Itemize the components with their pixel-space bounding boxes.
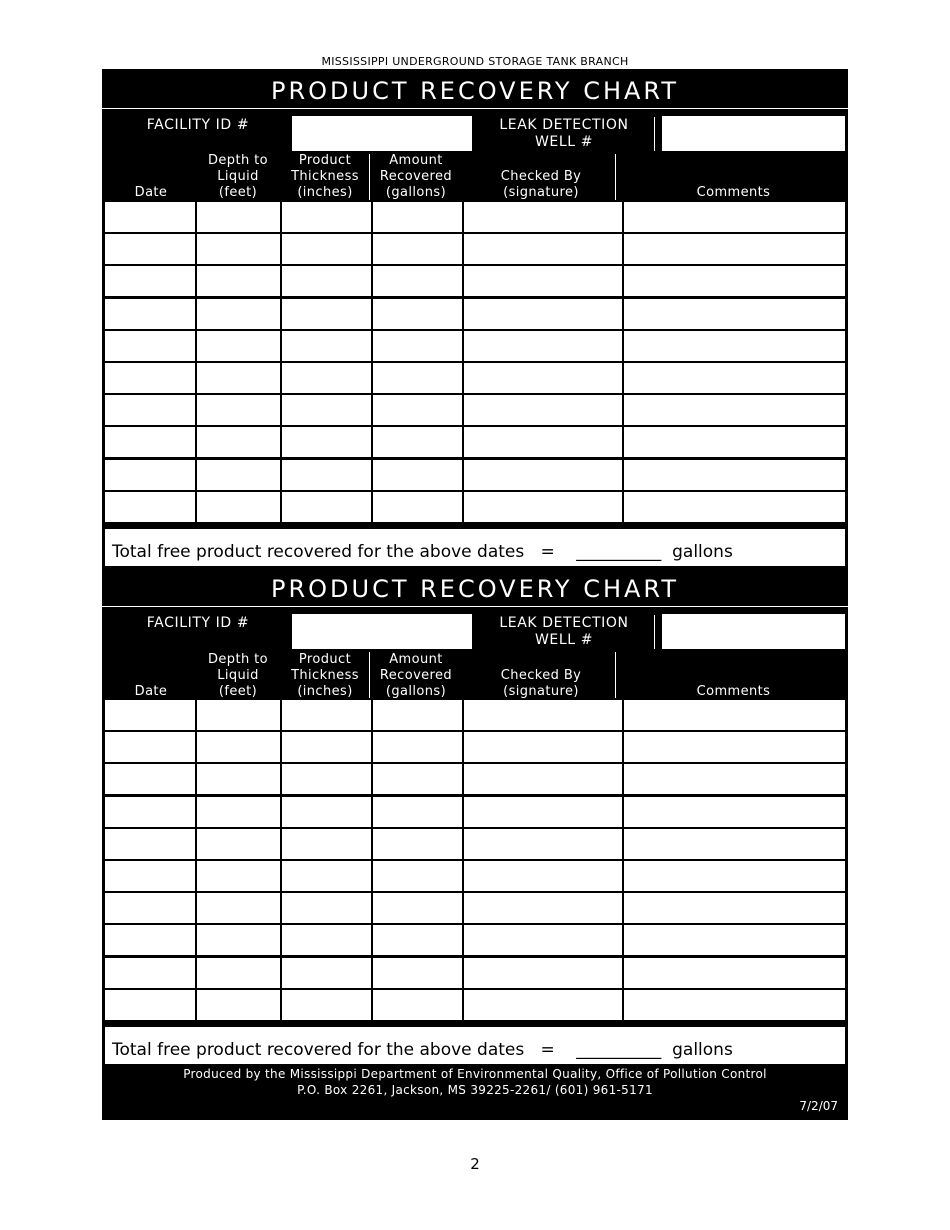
table-row bbox=[105, 861, 845, 891]
date-cell[interactable] bbox=[105, 266, 195, 296]
total-recovered-line: Total free product recovered for the above dates = __________ gallons bbox=[105, 1027, 845, 1064]
checked-by-cell[interactable] bbox=[464, 299, 622, 329]
amount-cell[interactable] bbox=[373, 492, 462, 522]
col-header-line: (signature) bbox=[503, 684, 579, 699]
facility-id-field[interactable] bbox=[292, 116, 472, 151]
date-cell[interactable] bbox=[105, 395, 195, 425]
thickness-cell[interactable] bbox=[282, 958, 371, 988]
recovery-form bbox=[102, 69, 848, 1120]
date-cell[interactable] bbox=[105, 363, 195, 393]
checked-by-cell[interactable] bbox=[464, 861, 622, 891]
amount-cell[interactable] bbox=[373, 764, 462, 794]
table-row bbox=[105, 460, 845, 490]
table-row bbox=[105, 299, 845, 329]
date-cell[interactable] bbox=[105, 460, 195, 490]
checked-by-cell[interactable] bbox=[464, 990, 622, 1020]
amount-cell[interactable] bbox=[373, 331, 462, 361]
col-header-line: (feet) bbox=[218, 684, 258, 699]
depth-cell[interactable] bbox=[197, 861, 280, 891]
amount-cell[interactable] bbox=[373, 234, 462, 264]
date-cell[interactable] bbox=[105, 700, 195, 730]
checked-by-cell[interactable] bbox=[464, 234, 622, 264]
table-row bbox=[105, 266, 845, 296]
depth-cell[interactable] bbox=[197, 925, 280, 955]
depth-cell[interactable] bbox=[197, 234, 280, 264]
thickness-cell[interactable] bbox=[282, 893, 371, 923]
date-cell[interactable] bbox=[105, 797, 195, 827]
comments-cell[interactable] bbox=[624, 299, 845, 329]
col-header-line: Liquid bbox=[217, 169, 259, 184]
divider bbox=[102, 108, 848, 109]
depth-cell[interactable] bbox=[197, 363, 280, 393]
col-header-amount bbox=[371, 153, 461, 201]
col-header-line: Depth to bbox=[208, 153, 268, 168]
checked-by-cell[interactable] bbox=[464, 395, 622, 425]
col-header-line: (gallons) bbox=[385, 684, 447, 699]
comments-cell[interactable] bbox=[624, 202, 845, 232]
col-header-date bbox=[105, 185, 197, 201]
divider bbox=[654, 117, 655, 151]
thickness-cell[interactable] bbox=[282, 732, 371, 762]
col-header-line: (inches) bbox=[297, 684, 353, 699]
page-number: 2 bbox=[470, 1155, 480, 1173]
table-row bbox=[105, 700, 845, 730]
comments-cell[interactable] bbox=[624, 700, 845, 730]
amount-cell[interactable] bbox=[373, 395, 462, 425]
date-cell[interactable] bbox=[105, 925, 195, 955]
entry-grid bbox=[105, 700, 845, 1021]
col-header-line: (gallons) bbox=[385, 185, 447, 200]
table-row bbox=[105, 797, 845, 827]
table-row bbox=[105, 925, 845, 955]
facility-id-field[interactable] bbox=[292, 614, 472, 649]
leak-detection-well-field[interactable] bbox=[662, 116, 845, 151]
thickness-cell[interactable] bbox=[282, 363, 371, 393]
col-header-comments bbox=[622, 185, 845, 201]
thickness-cell[interactable] bbox=[282, 202, 371, 232]
chart-title: PRODUCT RECOVERY CHART bbox=[270, 575, 680, 603]
table-row bbox=[105, 427, 845, 457]
checked-by-cell[interactable] bbox=[464, 427, 622, 457]
table-row bbox=[105, 395, 845, 425]
col-header-line: Depth to bbox=[208, 652, 268, 667]
amount-cell[interactable] bbox=[373, 893, 462, 923]
thickness-cell[interactable] bbox=[282, 331, 371, 361]
depth-cell[interactable] bbox=[197, 990, 280, 1020]
date-cell[interactable] bbox=[105, 299, 195, 329]
col-header-line: Liquid bbox=[217, 668, 259, 683]
col-header-line: (signature) bbox=[503, 185, 579, 200]
table-row bbox=[105, 492, 845, 522]
date-cell[interactable] bbox=[105, 893, 195, 923]
checked-by-cell[interactable] bbox=[464, 266, 622, 296]
checked-by-cell[interactable] bbox=[464, 797, 622, 827]
date-cell[interactable] bbox=[105, 331, 195, 361]
col-header-line: (inches) bbox=[297, 185, 353, 200]
date-cell[interactable] bbox=[105, 234, 195, 264]
col-header-thickness bbox=[280, 153, 370, 201]
table-row bbox=[105, 363, 845, 393]
amount-cell[interactable] bbox=[373, 299, 462, 329]
checked-by-cell[interactable] bbox=[464, 202, 622, 232]
comments-cell[interactable] bbox=[624, 427, 845, 457]
thickness-cell[interactable] bbox=[282, 925, 371, 955]
depth-cell[interactable] bbox=[197, 797, 280, 827]
col-header-thickness bbox=[280, 652, 370, 700]
date-cell[interactable] bbox=[105, 990, 195, 1020]
table-row bbox=[105, 732, 845, 762]
depth-cell[interactable] bbox=[197, 460, 280, 490]
table-row bbox=[105, 893, 845, 923]
amount-cell[interactable] bbox=[373, 797, 462, 827]
checked-by-cell[interactable] bbox=[464, 331, 622, 361]
table-row bbox=[105, 202, 845, 232]
thickness-cell[interactable] bbox=[282, 700, 371, 730]
amount-cell[interactable] bbox=[373, 958, 462, 988]
col-header-line: Recovered bbox=[379, 668, 453, 683]
col-header-line: (feet) bbox=[218, 185, 258, 200]
thickness-cell[interactable] bbox=[282, 861, 371, 891]
thickness-cell[interactable] bbox=[282, 266, 371, 296]
footer-date: 7/2/07 bbox=[799, 1099, 838, 1113]
amount-cell[interactable] bbox=[373, 363, 462, 393]
col-header-line: Thickness bbox=[291, 668, 359, 683]
col-header-line: Date bbox=[134, 185, 168, 200]
col-header-line: Amount bbox=[389, 652, 443, 667]
col-header-depth bbox=[196, 652, 280, 700]
product-recovery-chart-2 bbox=[102, 567, 848, 1066]
depth-cell[interactable] bbox=[197, 266, 280, 296]
col-header-depth bbox=[196, 153, 280, 201]
entry-grid bbox=[105, 202, 845, 523]
checked-by-cell[interactable] bbox=[464, 893, 622, 923]
col-header-line: Checked By bbox=[500, 668, 582, 683]
thickness-cell[interactable] bbox=[282, 990, 371, 1020]
table-row bbox=[105, 829, 845, 859]
leak-detection-label bbox=[474, 615, 654, 649]
leak-detection-well-field[interactable] bbox=[662, 614, 845, 649]
amount-cell[interactable] bbox=[373, 861, 462, 891]
thickness-cell[interactable] bbox=[282, 427, 371, 457]
comments-cell[interactable] bbox=[624, 395, 845, 425]
depth-cell[interactable] bbox=[197, 202, 280, 232]
product-recovery-chart-1 bbox=[102, 69, 848, 568]
total-recovered-line: Total free product recovered for the above dates = __________ gallons bbox=[105, 529, 845, 566]
leak-label-line2: WELL # bbox=[534, 632, 594, 648]
col-header-line: Comments bbox=[696, 185, 771, 200]
thickness-cell[interactable] bbox=[282, 234, 371, 264]
depth-cell[interactable] bbox=[197, 331, 280, 361]
depth-cell[interactable] bbox=[197, 700, 280, 730]
comments-cell[interactable] bbox=[624, 266, 845, 296]
thickness-cell[interactable] bbox=[282, 492, 371, 522]
leak-label-line1: LEAK DETECTION bbox=[499, 117, 629, 133]
comments-cell[interactable] bbox=[624, 958, 845, 988]
checked-by-cell[interactable] bbox=[464, 700, 622, 730]
checked-by-cell[interactable] bbox=[464, 925, 622, 955]
amount-cell[interactable] bbox=[373, 732, 462, 762]
thickness-cell[interactable] bbox=[282, 797, 371, 827]
date-cell[interactable] bbox=[105, 732, 195, 762]
date-cell[interactable] bbox=[105, 958, 195, 988]
footer-producer: Produced by the Mississippi Department of Environmental Quality, Office of Pollution Control bbox=[183, 1067, 767, 1081]
comments-cell[interactable] bbox=[624, 331, 845, 361]
leak-detection-label bbox=[474, 117, 654, 151]
date-cell[interactable] bbox=[105, 427, 195, 457]
comments-cell[interactable] bbox=[624, 829, 845, 859]
date-cell[interactable] bbox=[105, 202, 195, 232]
col-header-line: Product bbox=[298, 153, 352, 168]
amount-cell[interactable] bbox=[373, 427, 462, 457]
col-header-line: Product bbox=[298, 652, 352, 667]
comments-cell[interactable] bbox=[624, 861, 845, 891]
depth-cell[interactable] bbox=[197, 427, 280, 457]
leak-label-line2: WELL # bbox=[534, 134, 594, 150]
comments-cell[interactable] bbox=[624, 460, 845, 490]
amount-cell[interactable] bbox=[373, 460, 462, 490]
amount-cell[interactable] bbox=[373, 266, 462, 296]
table-row bbox=[105, 958, 845, 988]
facility-id-label: FACILITY ID # bbox=[146, 117, 250, 133]
thickness-cell[interactable] bbox=[282, 460, 371, 490]
table-row bbox=[105, 234, 845, 264]
comments-cell[interactable] bbox=[624, 492, 845, 522]
comments-cell[interactable] bbox=[624, 990, 845, 1020]
depth-cell[interactable] bbox=[197, 893, 280, 923]
date-cell[interactable] bbox=[105, 492, 195, 522]
table-row bbox=[105, 990, 845, 1020]
checked-by-cell[interactable] bbox=[464, 829, 622, 859]
divider bbox=[654, 615, 655, 649]
table-row bbox=[105, 764, 845, 794]
comments-cell[interactable] bbox=[624, 893, 845, 923]
date-cell[interactable] bbox=[105, 764, 195, 794]
col-header-line: Thickness bbox=[291, 169, 359, 184]
thickness-cell[interactable] bbox=[282, 764, 371, 794]
col-header-line: Comments bbox=[696, 684, 771, 699]
divider bbox=[102, 606, 848, 607]
comments-cell[interactable] bbox=[624, 732, 845, 762]
col-header-checked-by bbox=[461, 668, 621, 700]
thickness-cell[interactable] bbox=[282, 299, 371, 329]
col-header-comments bbox=[622, 684, 845, 700]
chart-title: PRODUCT RECOVERY CHART bbox=[270, 77, 680, 105]
depth-cell[interactable] bbox=[197, 299, 280, 329]
col-header-line: Date bbox=[134, 684, 168, 699]
depth-cell[interactable] bbox=[197, 958, 280, 988]
depth-cell[interactable] bbox=[197, 732, 280, 762]
col-header-line: Checked By bbox=[500, 169, 582, 184]
checked-by-cell[interactable] bbox=[464, 732, 622, 762]
depth-cell[interactable] bbox=[197, 492, 280, 522]
comments-cell[interactable] bbox=[624, 234, 845, 264]
amount-cell[interactable] bbox=[373, 925, 462, 955]
depth-cell[interactable] bbox=[197, 829, 280, 859]
depth-cell[interactable] bbox=[197, 395, 280, 425]
col-header-amount bbox=[371, 652, 461, 700]
amount-cell[interactable] bbox=[373, 990, 462, 1020]
amount-cell[interactable] bbox=[373, 700, 462, 730]
checked-by-cell[interactable] bbox=[464, 764, 622, 794]
amount-cell[interactable] bbox=[373, 829, 462, 859]
branch-header: MISSISSIPPI UNDERGROUND STORAGE TANK BRANCH bbox=[321, 55, 629, 68]
facility-id-label: FACILITY ID # bbox=[146, 615, 250, 631]
col-header-line: Amount bbox=[389, 153, 443, 168]
footer bbox=[102, 1066, 848, 1120]
checked-by-cell[interactable] bbox=[464, 492, 622, 522]
checked-by-cell[interactable] bbox=[464, 958, 622, 988]
date-cell[interactable] bbox=[105, 861, 195, 891]
table-row bbox=[105, 331, 845, 361]
comments-cell[interactable] bbox=[624, 764, 845, 794]
thickness-cell[interactable] bbox=[282, 829, 371, 859]
footer-address: P.O. Box 2261, Jackson, MS 39225-2261/ (601) 961-5171 bbox=[297, 1083, 653, 1097]
date-cell[interactable] bbox=[105, 829, 195, 859]
comments-cell[interactable] bbox=[624, 363, 845, 393]
comments-cell[interactable] bbox=[624, 925, 845, 955]
thickness-cell[interactable] bbox=[282, 395, 371, 425]
depth-cell[interactable] bbox=[197, 764, 280, 794]
col-header-line: Recovered bbox=[379, 169, 453, 184]
amount-cell[interactable] bbox=[373, 202, 462, 232]
checked-by-cell[interactable] bbox=[464, 363, 622, 393]
col-header-date bbox=[105, 684, 197, 700]
col-header-checked-by bbox=[461, 169, 621, 201]
leak-label-line1: LEAK DETECTION bbox=[499, 615, 629, 631]
checked-by-cell[interactable] bbox=[464, 460, 622, 490]
comments-cell[interactable] bbox=[624, 797, 845, 827]
